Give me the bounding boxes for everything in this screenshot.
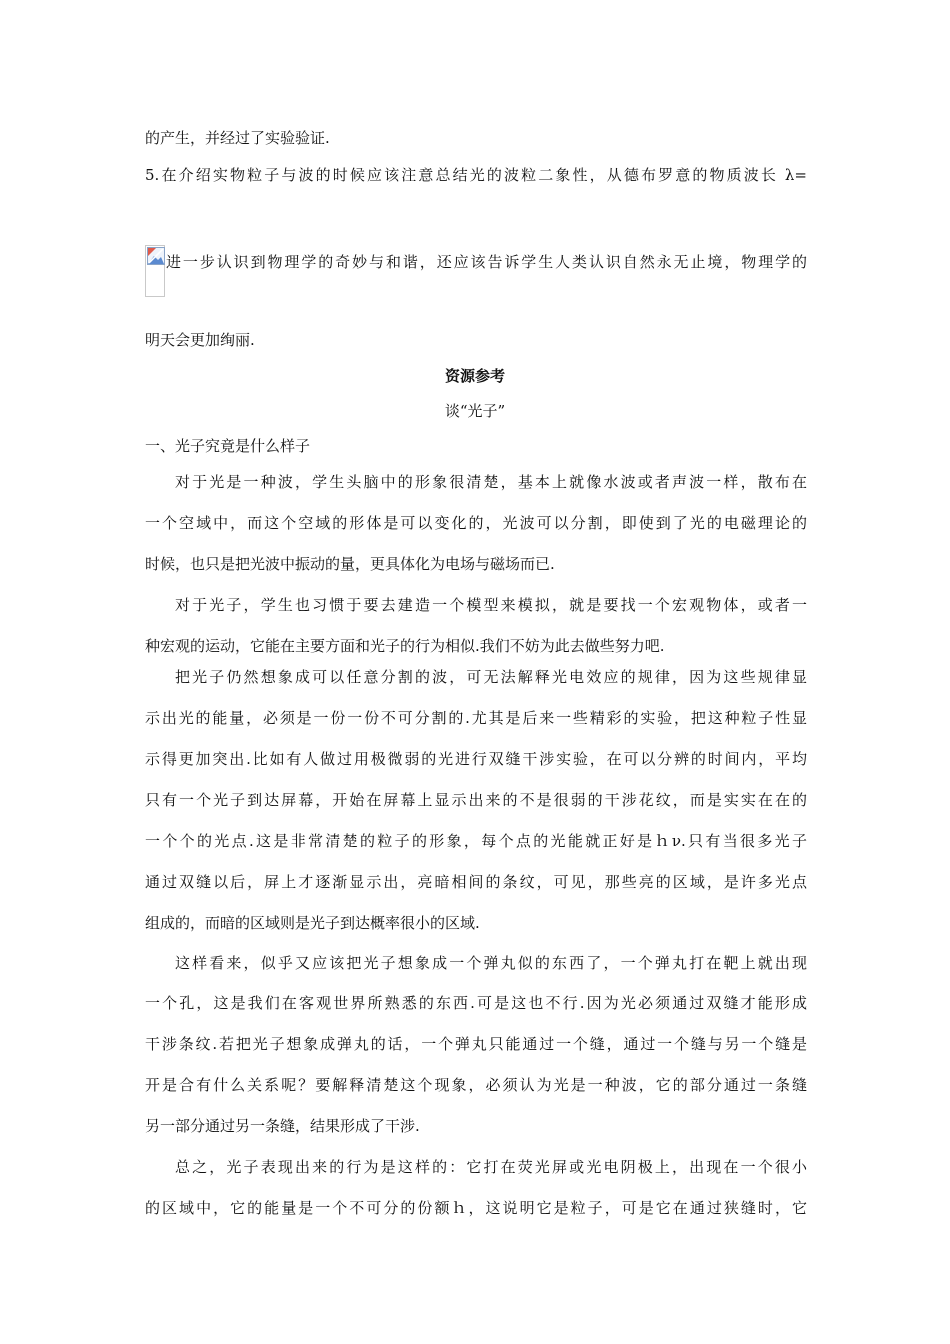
text-line: 明天会更加绚丽. — [145, 331, 255, 349]
paragraph-line: 种宏观的运动，它能在主要方面和光子的行为相似.我们不妨为此去做些努力吧. — [145, 637, 665, 655]
paragraph-line: 干涉条纹.若把光子想象成弹丸的话，一个弹丸只能通过一个缝，通过一个缝与另一个缝是 — [145, 1035, 807, 1053]
article-title: 谈“光子” — [444, 402, 506, 420]
text-line: 的产生，并经过了实验验证. — [145, 129, 330, 147]
paragraph-line: 另一部分通过另一条缝，结果形成了干涉. — [145, 1117, 420, 1135]
subsection-heading: 一、光子究竟是什么样子 — [145, 437, 311, 455]
paragraph-line: 一个孔，这是我们在客观世界所熟悉的东西.可是这也不行.因为光必须通过双缝才能形成 — [145, 994, 807, 1012]
paragraph-line: 示得更加突出.比如有人做过用极微弱的光进行双缝干涉实验，在可以分辨的时间内，平均 — [145, 750, 807, 768]
paragraph-line: 的区域中，它的能量是一个不可分的份额ｈ，这说明它是粒子，可是它在通过狭缝时，它 — [145, 1199, 807, 1217]
paragraph-line: 示出光的能量，必须是一份一份不可分割的.尤其是后来一些精彩的实验，把这种粒子性显 — [145, 709, 807, 727]
section-heading: 资源参考 — [444, 367, 505, 385]
paragraph-line: 对于光子，学生也习惯于要去建造一个模型来模拟，就是要找一个宏观物体，或者一 — [175, 596, 807, 614]
paragraph-line: 把光子仍然想象成可以任意分割的波，可无法解释光电效应的规律，因为这些规律显 — [175, 668, 807, 686]
paragraph-line: 这样看来，似乎又应该把光子想象成一个弹丸似的东西了，一个弹丸打在靶上就出现 — [175, 954, 807, 972]
paragraph-line: 一个空域中，而这个空域的形体是可以变化的，光波可以分割，即使到了光的电磁理论的 — [145, 514, 807, 532]
broken-formula-image-icon — [145, 245, 165, 297]
paragraph-line: 一个个的光点.这是非常清楚的粒子的形象，每个点的光能就正好是ｈν.只有当很多光子 — [145, 832, 807, 850]
paragraph-line: 开是合有什么关系呢？要解释清楚这个现象，必须认为光是一种波，它的部分通过一条缝 — [145, 1076, 807, 1094]
paragraph-line: 总之，光子表现出来的行为是这样的：它打在荧光屏或光电阴极上，出现在一个很小 — [175, 1158, 807, 1176]
paragraph-line: 时候，也只是把光波中振动的量，更具体化为电场与磁场而已. — [145, 555, 555, 573]
text-line: 进一步认识到物理学的奇妙与和谐，还应该告诉学生人类认识自然永无止境，物理学的 — [166, 253, 807, 271]
paragraph-line: 通过双缝以后，屏上才逐渐显示出，亮暗相间的条纹，可见，那些亮的区域，是许多光点 — [145, 873, 807, 891]
paragraph-line: 对于光是一种波，学生头脑中的形象很清楚，基本上就像水波或者声波一样，散布在 — [175, 473, 807, 491]
paragraph-line: 只有一个光子到达屏幕，开始在屏幕上显示出来的不是很弱的干涉花纹，而是实实在在的 — [145, 791, 807, 809]
paragraph-line: 组成的，而暗的区域则是光子到达概率很小的区域. — [145, 914, 480, 932]
text-line: 5.在介绍实物粒子与波的时候应该注意总结光的波粒二象性，从德布罗意的物质波长 λ= — [145, 166, 807, 184]
